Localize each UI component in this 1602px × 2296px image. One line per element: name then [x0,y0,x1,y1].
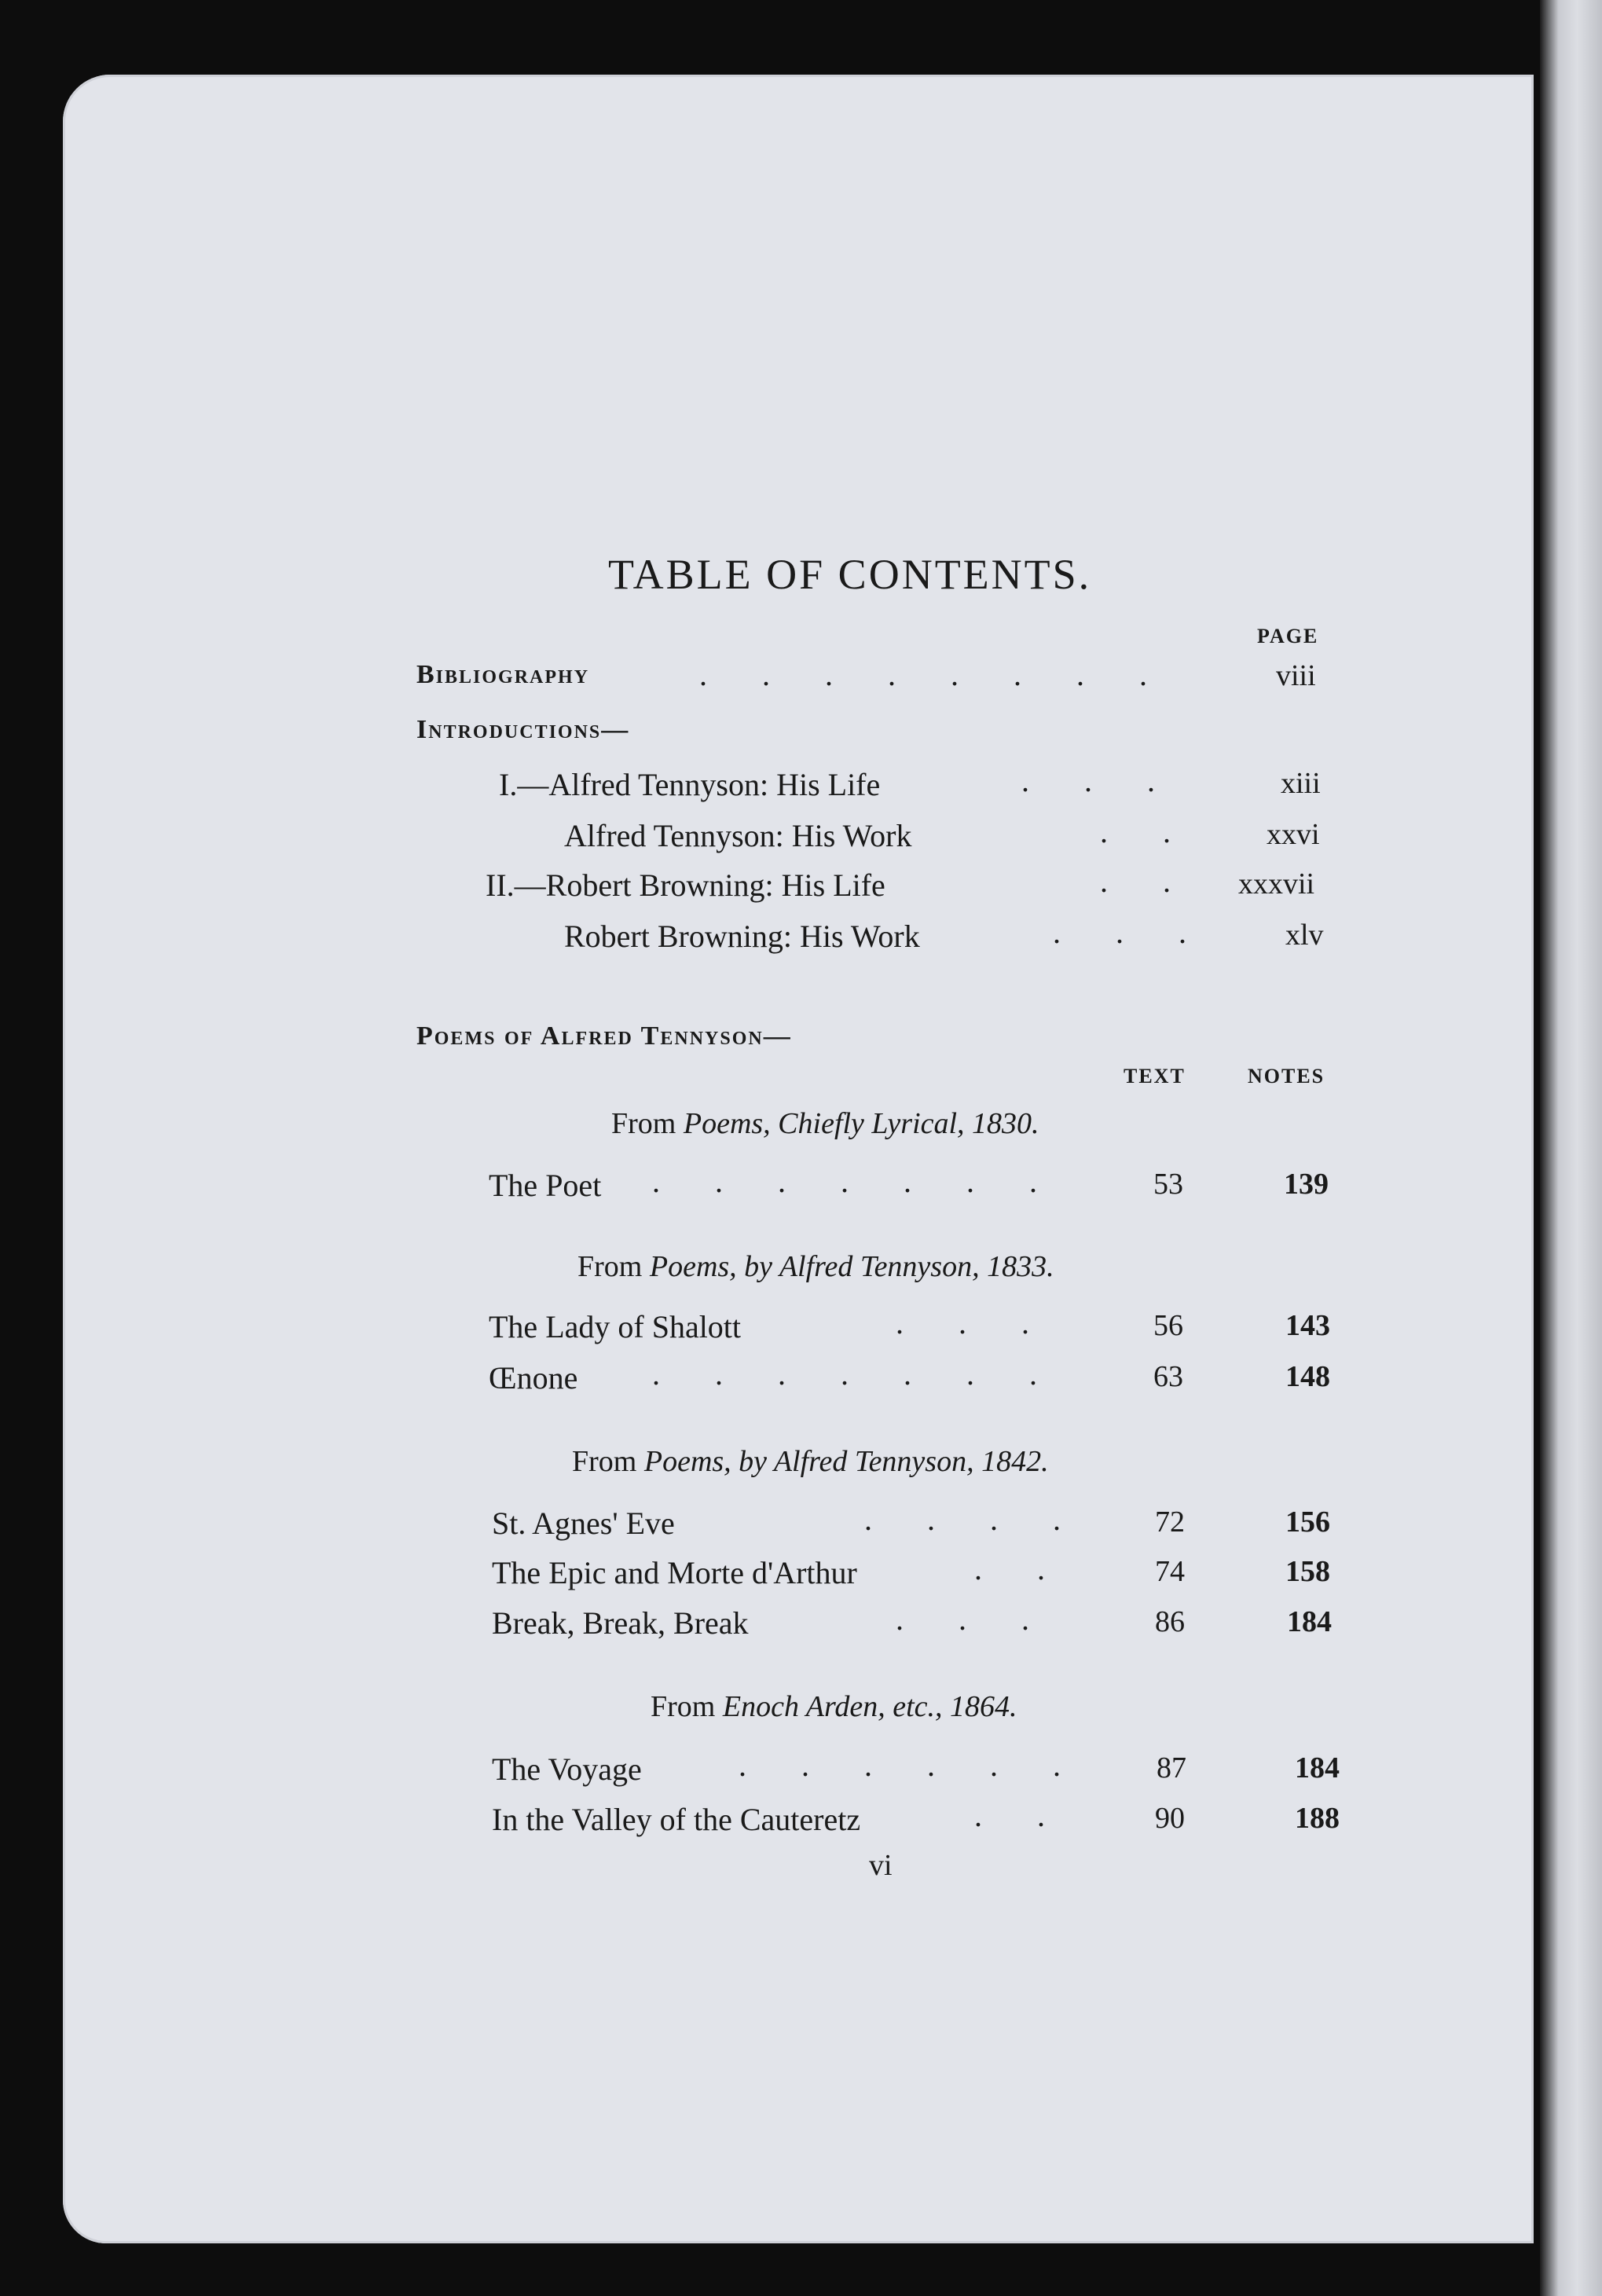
leader-dots: . . . [1053,915,1210,950]
poem-title: The Voyage [492,1751,642,1787]
intro-item: II.—Robert Browning: His Life [486,867,885,903]
poem-text-page: 56 [1153,1309,1183,1342]
notes-column-header: NOTES [1248,1065,1325,1087]
section-heading [572,1444,1049,1479]
bibliography-page: viii [1276,659,1316,692]
leader-dots: . . . . . . . . [699,657,1171,692]
text-column-header: TEXT [1124,1065,1186,1087]
leader-dots: . . . [896,1305,1053,1341]
poem-title: In the Valley of the Cauteretz [492,1802,861,1837]
section-source: Poems, by Alfred Tennyson, 1842. [643,1445,1049,1478]
section-source: Poems, Chiefly Lyrical, 1830. [683,1107,1039,1140]
section-heading [651,1689,1017,1724]
poems-header: Poems of Alfred Tennyson— [416,1021,792,1051]
page-column-header: PAGE [1257,625,1319,647]
intro-page: xxxvii [1238,867,1315,900]
poem-notes-page: 184 [1287,1605,1332,1638]
leader-dots: . . . . . . . [652,1356,1061,1392]
poem-notes-page: 158 [1285,1555,1330,1588]
poem-title: The Epic and Morte d'Arthur [492,1555,857,1590]
intro-page: xlv [1285,919,1324,952]
intro-item: I.—Alfred Tennyson: His Life [499,767,881,802]
poem-text-page: 90 [1155,1802,1185,1835]
book-page [63,75,1534,2243]
poem-title: The Poet [489,1168,602,1203]
leader-dots: . . . . . . . [652,1164,1061,1199]
leader-dots: . . [974,1551,1069,1586]
leader-dots: . . [974,1798,1069,1833]
section-from: From [572,1445,637,1478]
leader-dots: . . . [1021,763,1179,798]
poem-notes-page: 184 [1295,1751,1340,1784]
section-source: Enoch Arden, etc., 1864. [722,1690,1017,1723]
poem-notes-page: 143 [1285,1309,1330,1342]
intro-page: xiii [1281,767,1321,800]
leader-dots: . . . . [864,1502,1084,1537]
poem-text-page: 87 [1157,1751,1186,1784]
leader-dots: . . . [896,1601,1053,1637]
leader-dots: . . [1100,864,1194,899]
poem-text-page: 53 [1153,1168,1183,1201]
intro-item: Alfred Tennyson: His Work [564,818,912,853]
poem-notes-page: 139 [1284,1168,1329,1201]
poem-notes-page: 188 [1295,1802,1340,1835]
section-from: From [577,1250,643,1283]
poem-text-page: 86 [1155,1605,1185,1638]
poem-title: St. Agnes' Eve [492,1506,675,1541]
poem-notes-page: 148 [1285,1360,1330,1393]
page-title: TABLE OF CONTENTS. [608,551,1092,598]
book-edge [1540,0,1602,2296]
page-number: vi [869,1849,893,1882]
poem-title: Break, Break, Break [492,1605,749,1641]
section-heading [611,1106,1039,1141]
poem-text-page: 74 [1155,1555,1185,1588]
intro-page: xxvi [1267,818,1320,851]
leader-dots: . . . . . . [739,1748,1084,1783]
leader-dots: . . [1100,814,1194,849]
poem-text-page: 63 [1153,1360,1183,1393]
intro-item: Robert Browning: His Work [564,919,920,954]
bibliography-label: Bibliography [416,660,590,689]
section-from: From [611,1107,676,1140]
poem-text-page: 72 [1155,1506,1185,1539]
introductions-header: Introductions— [416,715,630,744]
poem-notes-page: 156 [1285,1506,1330,1539]
section-from: From [651,1690,716,1723]
poem-title: Œnone [489,1360,578,1396]
poem-title: The Lady of Shalott [489,1309,742,1344]
section-source: Poems, by Alfred Tennyson, 1833. [649,1250,1054,1283]
section-heading [577,1249,1054,1284]
